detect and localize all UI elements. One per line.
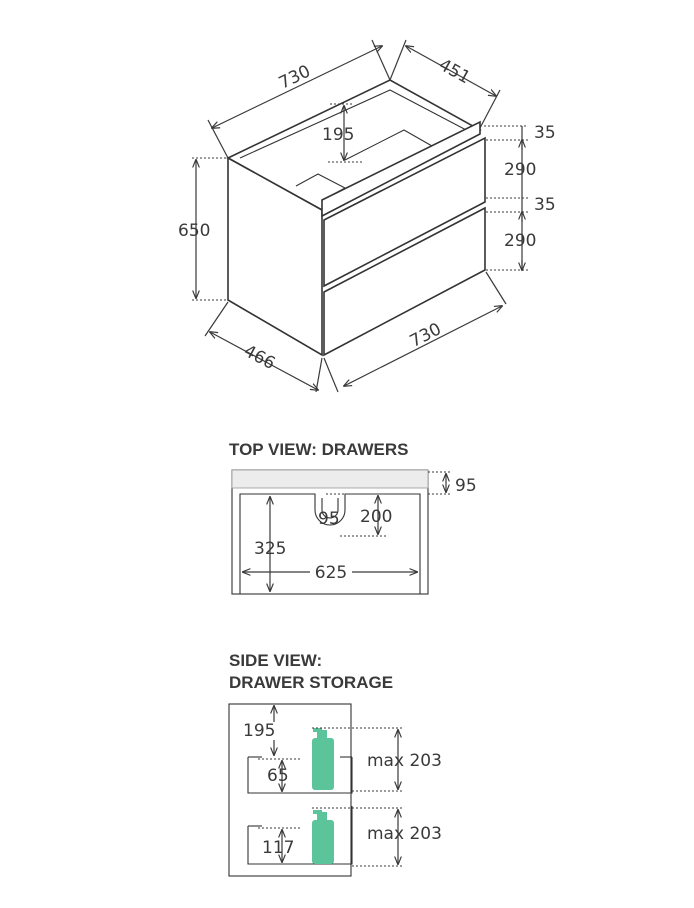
dim-top-clearance: 195 <box>243 721 276 741</box>
dim-rail-top: 35 <box>534 123 556 143</box>
bottle-top <box>312 728 334 790</box>
bottle-bottom <box>312 810 334 864</box>
extension-line <box>486 272 506 304</box>
dim-bottom-drawer-inner: 117 <box>262 838 295 858</box>
top-view <box>229 440 477 594</box>
dim-cutout-width: 95 <box>318 509 340 529</box>
bottle-nozzle <box>313 810 322 814</box>
extension-line <box>480 90 500 128</box>
dim-height: 650 <box>178 221 211 241</box>
bottle-body <box>312 820 334 864</box>
dim-width-top: 730 <box>275 61 314 94</box>
side-view-title-line1: SIDE VIEW: <box>229 651 323 670</box>
dim-top-max: max 203 <box>367 751 442 771</box>
isometric-vanity <box>178 40 556 392</box>
dim-drawer-bottom-height: 290 <box>504 231 537 251</box>
dim-bottom-max: max 203 <box>367 824 442 844</box>
side-top-drawer <box>248 757 352 793</box>
dim-depth-top: 451 <box>435 55 474 89</box>
top-view-title: TOP VIEW: DRAWERS <box>229 440 409 459</box>
dim-top-drawer-inner: 65 <box>267 766 289 786</box>
dim-cutout-depth: 200 <box>360 507 393 527</box>
extension-line <box>205 302 228 336</box>
top-view-rail <box>232 470 428 488</box>
side-view <box>229 651 442 876</box>
dim-width-bottom: 730 <box>406 319 445 352</box>
dim-rail-middle: 35 <box>534 195 556 215</box>
bottle-nozzle <box>313 728 322 732</box>
dim-drawer-top-height: 290 <box>504 160 537 180</box>
dim-inner-depth: 195 <box>322 125 355 145</box>
extension-line <box>390 40 406 80</box>
extension-line <box>316 358 322 392</box>
dim-drawer-depth: 325 <box>254 539 287 559</box>
dim-depth-bottom: 466 <box>240 341 279 375</box>
side-view-title-line2: DRAWER STORAGE <box>229 673 394 692</box>
bottle-body <box>312 738 334 790</box>
dim-rail-depth: 95 <box>455 476 477 496</box>
extension-line <box>324 358 338 392</box>
dim-drawer-width: 625 <box>314 563 348 583</box>
